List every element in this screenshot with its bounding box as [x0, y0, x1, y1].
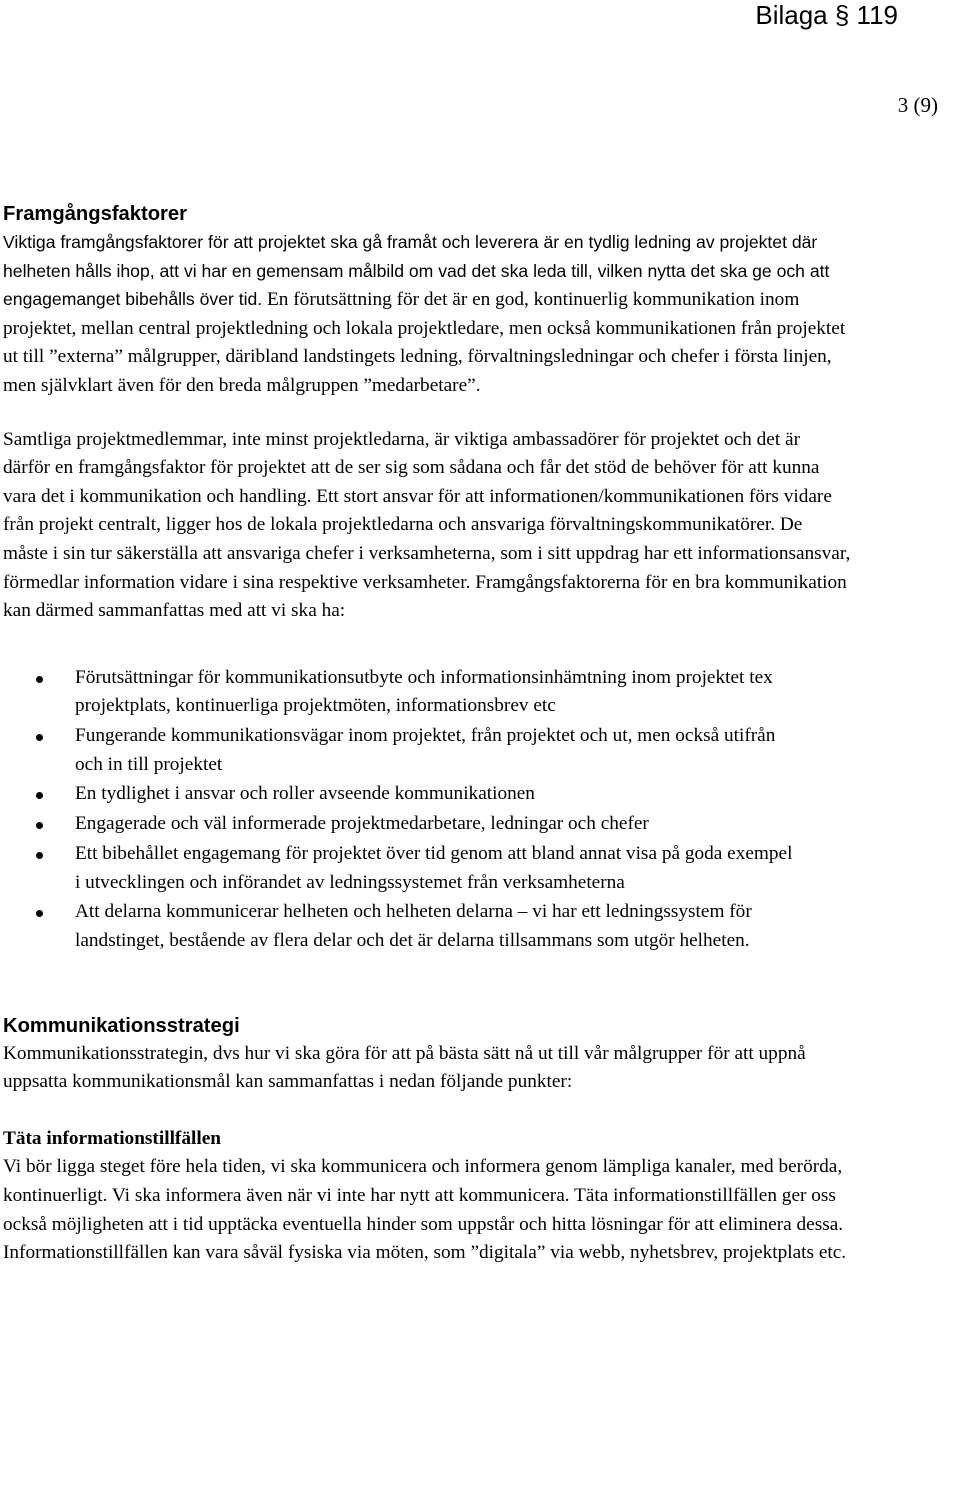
paragraph-tata-informationstillfallen: Vi bör ligga steget före hela tiden, vi ska kommunicera och informera genom lämpliga kanaler, med berörda, kontinuerligt. Vi ska informera även när vi inte har nytt att kommunicera. Täta informationstillfällen ger oss också möjligheten att i tid upptäcka eventuella hinder som uppstår och hitta lösningar för att eliminera dessa. Informationstillfällen kan vara såväl fysiska via möten, som ”digitala” via webb, nyhetsbrev, projektplats etc. — [3, 1156, 847, 1264]
bullet-icon — [36, 676, 43, 683]
document-body — [3, 200, 853, 1268]
section-heading-framgangsfaktorer: Framgångsfaktorer — [3, 203, 187, 225]
list-item-text: En tydlighet i ansvar och roller avseende kommunikationen — [75, 783, 535, 805]
subheading-tata-informationstillfallen: Täta informationstillfällen — [3, 1127, 221, 1149]
paragraph-framgangsfaktorer-intro — [3, 228, 848, 401]
list-item-text: Engagerade och väl informerade projektmedarbetare, ledningar och chefer — [75, 813, 649, 835]
list-item-text: Att delarna kommunicerar helheten och helheten delarna – vi har ett ledningssystem för landstinget, bestående av flera delar och det är delarna tillsammans som utgör helheten. — [75, 901, 752, 951]
bullet-icon — [36, 852, 43, 859]
bullet-icon — [36, 792, 43, 799]
list-item — [3, 780, 793, 809]
success-factors-list — [3, 664, 793, 956]
paragraph-kommunikationsstrategi: Kommunikationsstrategin, dvs hur vi ska göra för att på bästa sätt nå ut till vår målgrupper för att uppnå uppsatta kommunikationsmål kan sammanfattas i nedan följande punkter: — [3, 1042, 806, 1093]
bullet-icon — [36, 822, 43, 829]
section-heading-kommunikationsstrategi: Kommunikationsstrategi — [3, 1014, 240, 1037]
list-item-text: Fungerande kommunikationsvägar inom projektet, från projektet och ut, men också utifrån och in till projektet — [75, 725, 776, 775]
paragraph-intro-sans-part: Viktiga framgångsfaktorer för att projektet ska gå framåt och leverera är en tydlig ledning av projektet där helheten hålls ihop, att vi har en gemensam målbild om vad det ska leda till, vilken nytta det ska ge och att engagemanget bibehålls över tid. — [3, 232, 830, 310]
bullet-icon — [36, 910, 43, 917]
bullet-icon — [36, 734, 43, 741]
list-item-text: Förutsättningar för kommunikationsutbyte och informationsinhämtning inom projektet tex projektplats, kontinuerliga projektmöten, informationsbrev etc — [75, 666, 773, 717]
page-number: 3 (9) — [897, 93, 938, 117]
list-item — [3, 722, 793, 779]
list-item — [3, 810, 793, 839]
paragraph-intro-serif-part: En förutsättning för det är en god, kontinuerlig kommunikation inom projektet, mellan central projektledning och lokala projektledare, men också kommunikationen från projektet ut till ”externa” målgrupper, däribland landstingets ledning, förvaltningsledningar och chefer i första linjen, men självklart även för den breda målgruppen ”medarbetare”. — [3, 289, 846, 396]
list-item-text: Ett bibehållet engagemang för projektet över tid genom att bland annat visa på goda exempel i utvecklingen och införandet av ledningssystemet från verksamheterna — [75, 843, 793, 893]
paragraph-ambassadorer: Samtliga projektmedlemmar, inte minst projektledarna, är viktiga ambassadörer för projektet och det är därför en framgångsfaktor för projektet att de ser sig som sådana och får det stöd de behöver för att kunna vara det i kommunikation och handling. Ett stort ansvar för att informationen/kommunikationen förs vidare från projekt centralt, ligger hos de lokala projektledarna och ansvariga förvaltningskommunikatörer. De måste i sin tur säkerställa att ansvariga chefer i verksamheterna, som i sitt uppdrag har ett informationsansvar, förmedlar information vidare i sina respektive verksamheter. Framgångsfaktorerna för en bra kommunikation kan därmed sammanfattas med att vi ska ha: — [3, 428, 851, 622]
list-item — [3, 898, 793, 955]
list-item — [3, 664, 793, 721]
list-item — [3, 840, 793, 897]
document-header-title: Bilaga § 119 — [755, 0, 898, 30]
